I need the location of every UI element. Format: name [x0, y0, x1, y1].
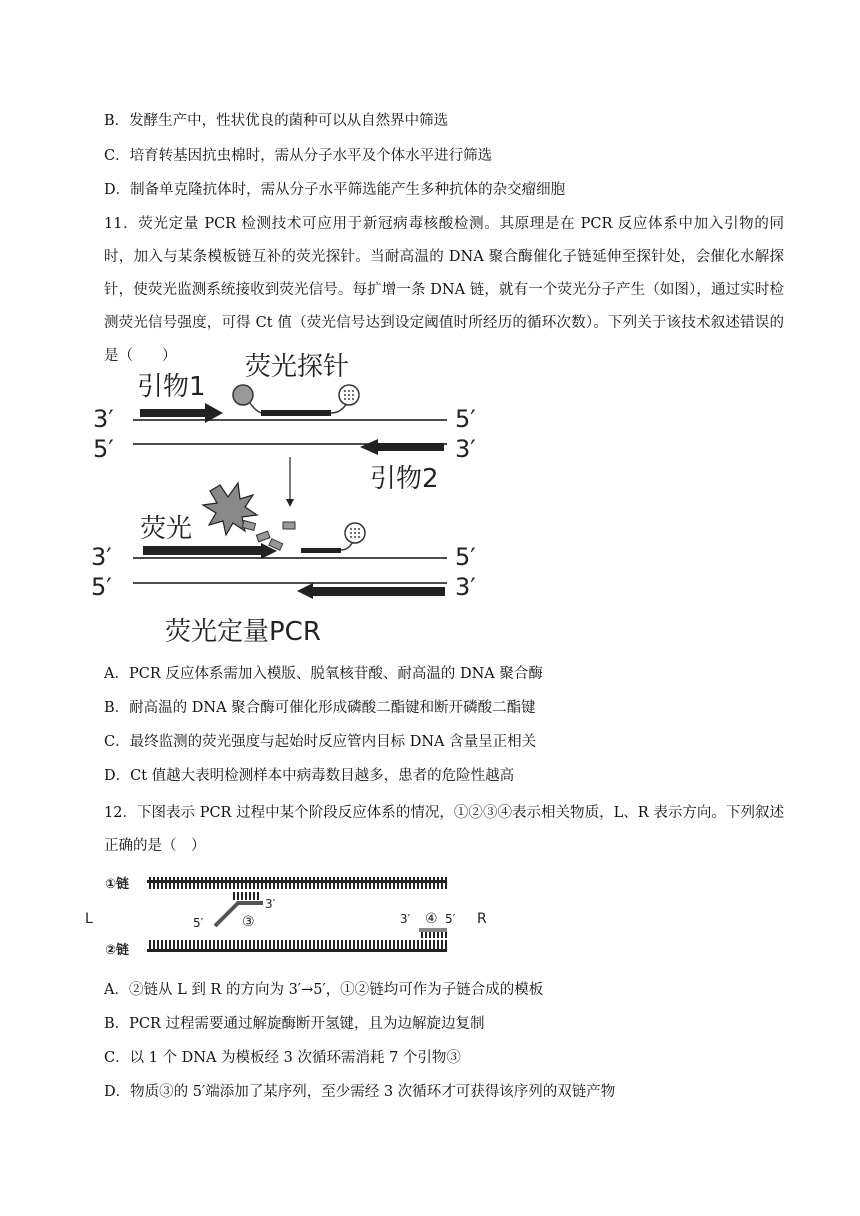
q12-option-b: B．PCR 过程需要通过解旋酶断开氢键，且为边解旋边复制 — [104, 1016, 485, 1032]
probe-remnant — [301, 548, 341, 553]
bottom2-5-end: 5′ — [91, 573, 112, 601]
q12-option-d: D．物质③的 5′端添加了某序列，至少需经 3 次循环才可获得该序列的双链产物 — [104, 1084, 616, 1100]
svg-text:3′: 3′ — [265, 897, 276, 911]
primer3-tail — [215, 902, 239, 926]
primer1-label: 引物1 — [137, 372, 206, 402]
primer4-label: ④ — [425, 911, 438, 927]
right-label: R — [477, 911, 487, 927]
primer2-label: 引物2 — [370, 464, 439, 494]
figure-caption: 荧光定量PCR — [165, 617, 321, 647]
svg-text:5′: 5′ — [193, 916, 204, 930]
q11-stem: 11．荧光定量 PCR 检测技术可应用于新冠病毒核酸检测。其原理是在 PCR 反应体系中加入引物的同时，加入与某条模板链互补的荧光探针。当耐高温的 DNA 聚合酶催化子链延伸至探针处，会催化水解探针，使荧光监测系统接收到荧光信号。每扩增一条 DNA 链，就有一个荧光分子产生（如图），通过实时检测荧光信号强度，可得 Ct 值（荧光信号达到设定阈值时所经历的循环次数）。下列关于该技术叙述错误的是（ ） — [104, 216, 784, 364]
q11-option-d: D．Ct 值越大表明检测样本中病毒数目越多，患者的危险性越高 — [104, 768, 515, 784]
svg-text:3′: 3′ — [400, 912, 411, 926]
primer4-teeth — [421, 932, 447, 938]
q10-option-d: D．制备单克隆抗体时，需从分子水平筛选能产生多种抗体的杂交瘤细胞 — [104, 182, 566, 198]
q11-option-a: A．PCR 反应体系需加入模版、脱氧核苷酸、耐高温的 DNA 聚合酶 — [104, 666, 543, 682]
bottom-strand-5-end: 5′ — [93, 435, 114, 463]
primer2-arrow-head — [360, 439, 378, 455]
svg-text:5′: 5′ — [445, 912, 456, 926]
fluor-label: 荧光 — [140, 514, 193, 544]
bottom2-3-end-right: 3′ — [455, 573, 476, 601]
bottom2-3-end: 3′ — [91, 543, 112, 571]
bottom2-5-end-right: 5′ — [455, 543, 476, 571]
primer1-arrow-body — [140, 409, 205, 417]
left-label: L — [85, 911, 93, 927]
q12-stem: 12．下图表示 PCR 过程中某个阶段反应体系的情况，①②③④表示相关物质，L、R 表示方向。下列叙述正确的是（ ） — [104, 805, 784, 854]
q12-option-a: A．②链从 L 到 R 的方向为 3′→5′，①②链均可作为子链合成的模板 — [104, 982, 544, 998]
q12-option-c: C．以 1 个 DNA 为模板经 3 次循环需消耗 7 个引物③ — [104, 1050, 461, 1066]
chain2-label: ②链 — [105, 943, 130, 958]
q10-option-b: B．发酵生产中，性状优良的菌种可以从自然界中筛选 — [104, 113, 449, 129]
primer3-teeth — [233, 892, 261, 900]
chain1-label: ①链 — [105, 877, 130, 892]
chain2-strand — [147, 940, 447, 952]
chain1-strand — [147, 877, 447, 889]
q11-option-c: C．最终监测的荧光强度与起始时反应管内目标 DNA 含量呈正相关 — [104, 734, 537, 750]
primer3-label: ③ — [242, 914, 255, 930]
top-strand-3-end: 3′ — [93, 405, 114, 433]
q10-option-c: C．培育转基因抗虫棉时，需从分子水平及个体水平进行筛选 — [104, 148, 493, 164]
extended-strand-2 — [313, 587, 445, 596]
q11-option-b: B．耐高温的 DNA 聚合酶可催化形成磷酸二酯键和断开磷酸二酯键 — [104, 700, 536, 716]
probe-body — [261, 410, 331, 416]
q12-figure — [85, 868, 505, 968]
primer2-arrow-body — [378, 443, 444, 451]
q11-figure — [85, 345, 505, 650]
top-strand-5-end: 5′ — [455, 405, 476, 433]
probe-label: 荧光探针 — [245, 352, 350, 382]
bottom-strand-3-end: 3′ — [455, 435, 476, 463]
extended-strand — [143, 546, 261, 555]
fluorophore-icon — [233, 385, 253, 405]
